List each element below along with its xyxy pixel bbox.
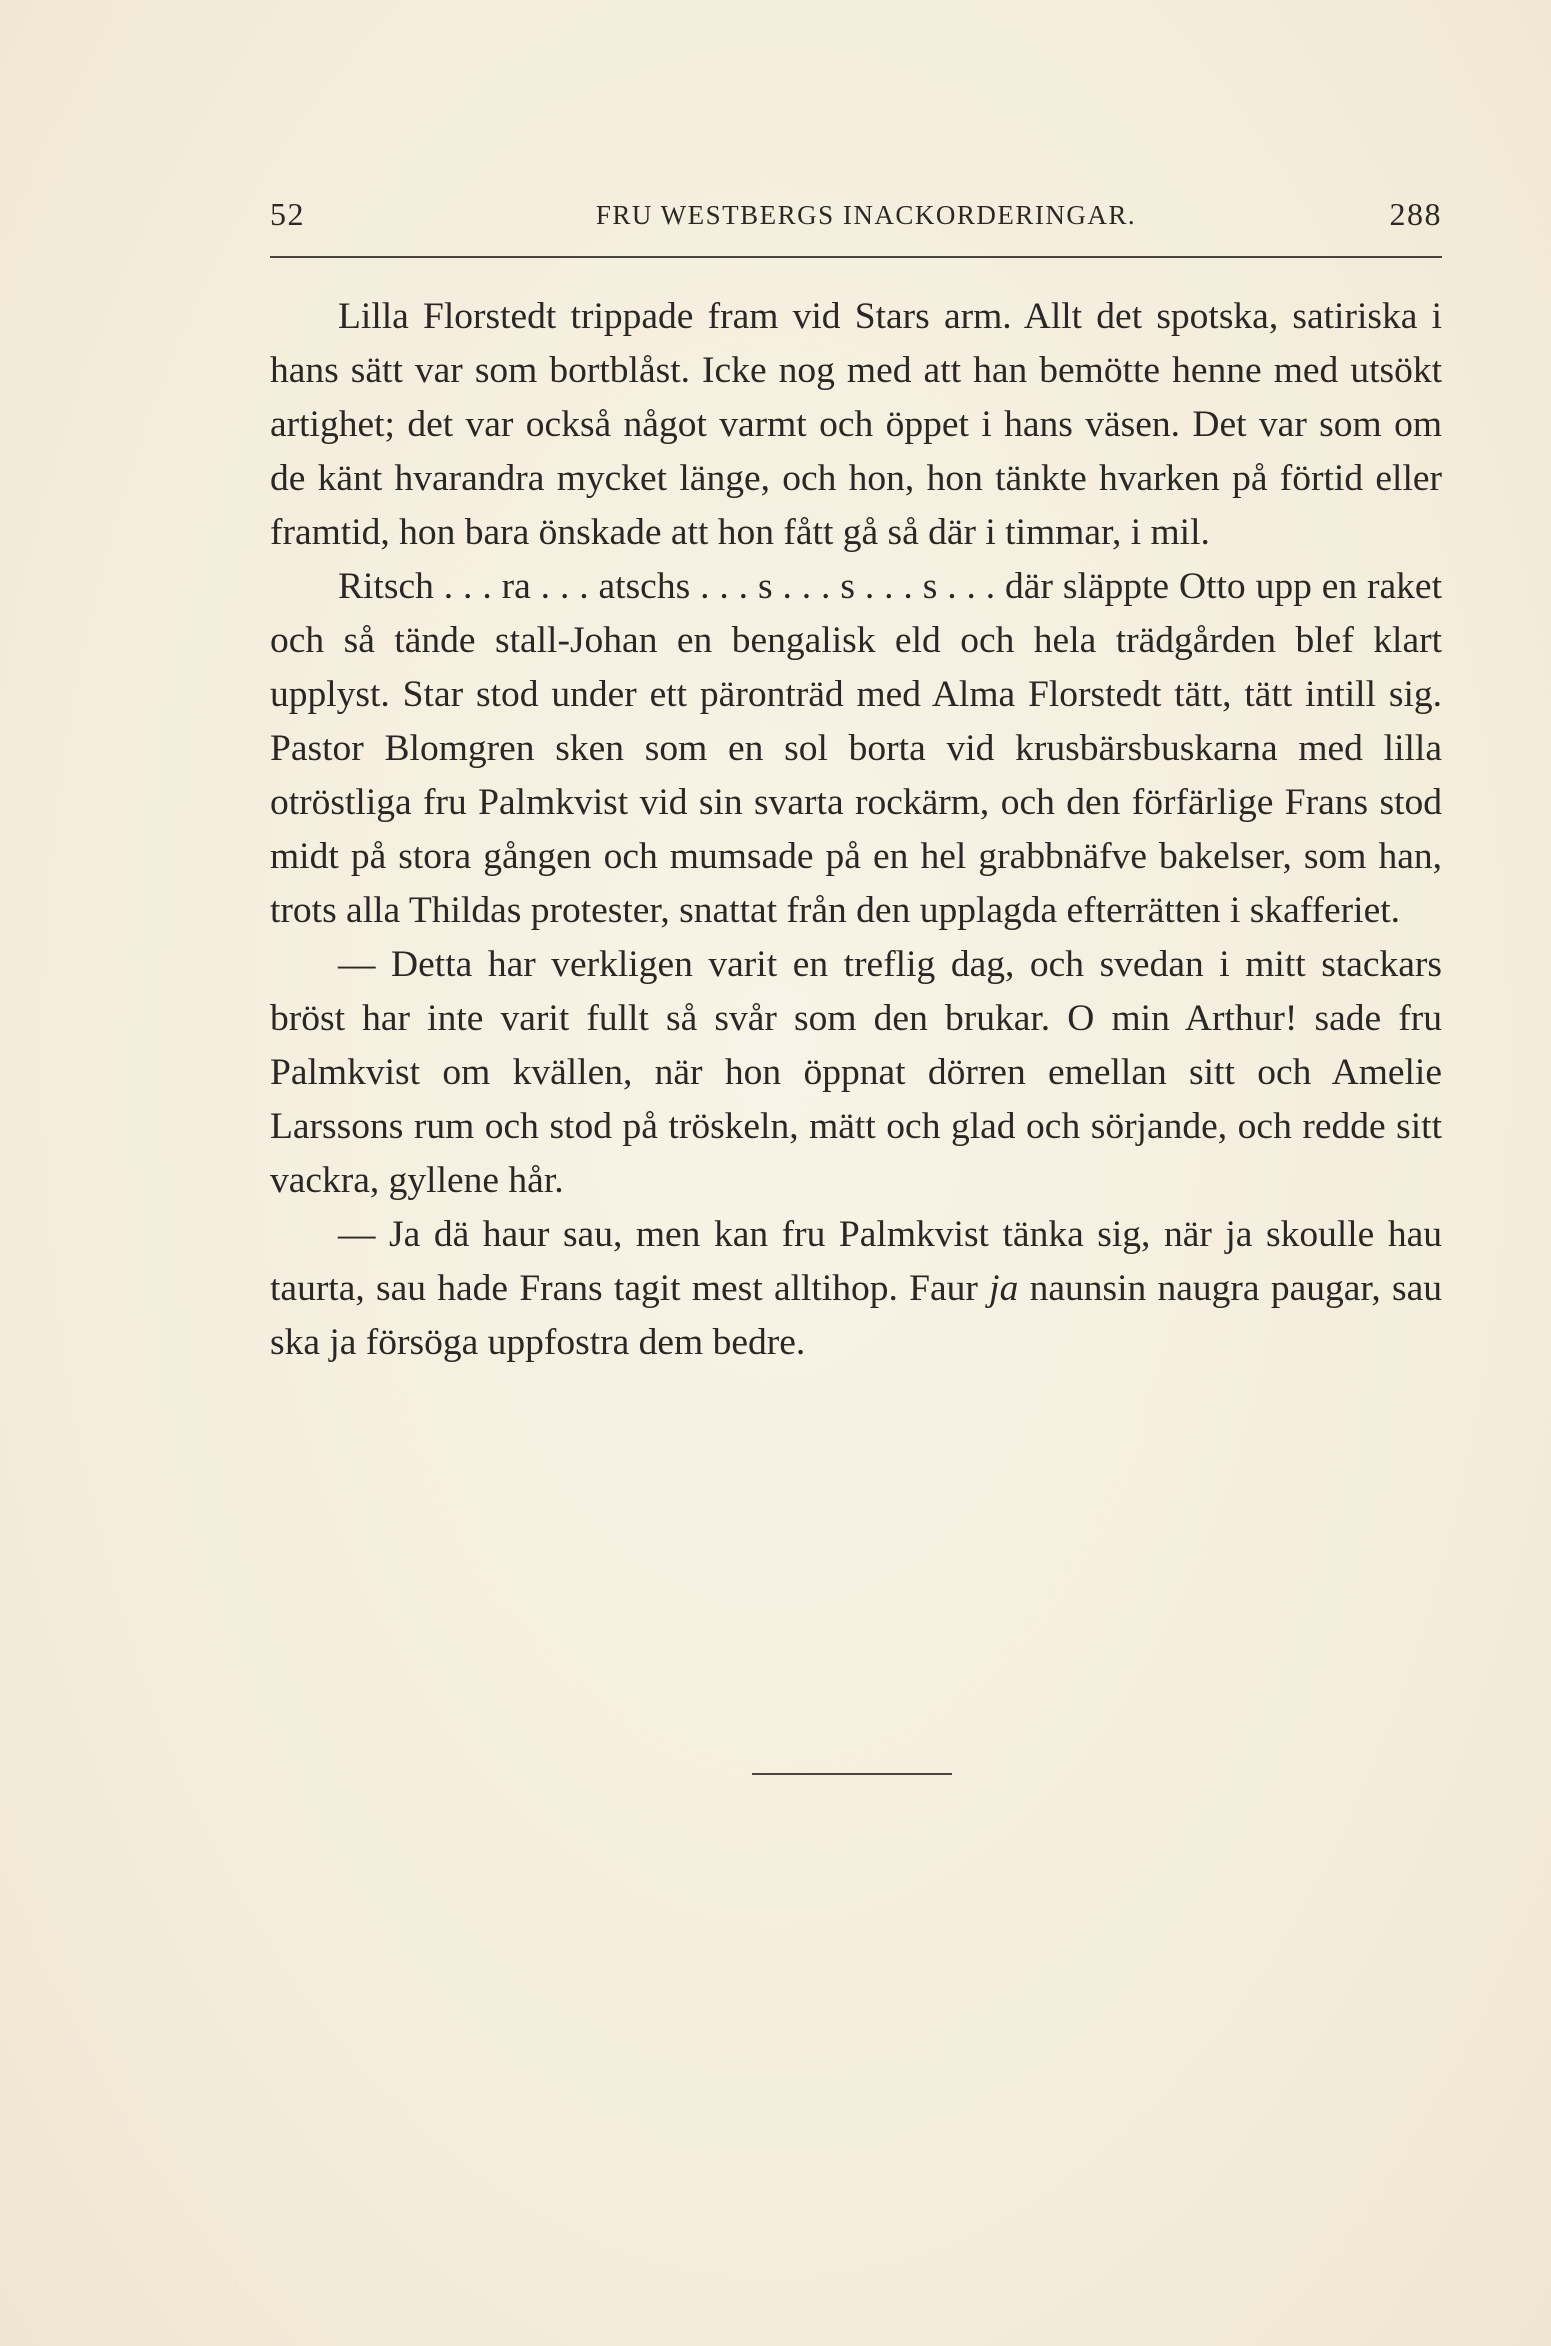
- end-rule: [752, 1773, 952, 1775]
- body-text: [270, 290, 1442, 1370]
- paragraph-text: Ritsch . . . ra . . . atschs . . . s . . . s . . . s . . . där släppte Otto upp en raket och så tände stall-Johan en bengalisk eld och hela trädgården blef klart upplyst. Star stod under ett päronträd med Alma Florstedt tätt, tätt intill sig. Pastor Blomgren sken som en sol borta vid krusbärsbuskarna med lilla otröstliga fru Palmkvist vid sin svarta rockärm, och den förfärlige Frans stod midt på stora gången och mumsade på en hel grabbnäfve bakelser, som han, trots alla Thildas protester, snattat från den upplagda efterrätten i skafferiet.: [270, 566, 1442, 931]
- paragraph: [270, 290, 1442, 560]
- page-number-right: 288: [1389, 196, 1442, 232]
- paragraph: [270, 1208, 1442, 1370]
- paragraph: [270, 938, 1442, 1208]
- paragraph-text: naunsin naugra paugar, sau ska ja försöga uppfostra dem bedre.: [270, 1268, 1442, 1363]
- italic-word: ja: [989, 1268, 1019, 1309]
- page-number-left: 52: [270, 196, 305, 232]
- page-header: [270, 196, 1442, 242]
- paragraph-text: — Detta har verkligen varit en treflig dag, och svedan i mitt stackars bröst har inte varit fullt så svår som den brukar. O min Arthur! sade fru Palmkvist om kvällen, när hon öppnat dörren emellan sitt och Amelie Larssons rum och stod på tröskeln, mätt och glad och sörjande, och redde sitt vackra, gyllene hår.: [270, 944, 1442, 1201]
- paragraph: [270, 560, 1442, 938]
- paragraph-text: Lilla Florstedt trippade fram vid Stars arm. Allt det spotska, satiriska i hans sätt var som bortblåst. Icke nog med att han bemötte henne med utsökt artighet; det var också något varmt och öppet i hans väsen. Det var som om de känt hvarandra mycket länge, och hon, hon tänkte hvarken på förtid eller framtid, hon bara önskade att hon fått gå så där i timmar, i mil.: [270, 296, 1442, 553]
- header-rule: [270, 256, 1442, 258]
- running-title: FRU WESTBERGS INACKORDERINGAR.: [595, 200, 1137, 230]
- paragraph-text: — Ja dä haur sau, men kan fru Palmkvist tänka sig, när ja skoulle hau taurta, sau hade Frans tagit mest alltihop. Faur: [270, 1214, 1442, 1309]
